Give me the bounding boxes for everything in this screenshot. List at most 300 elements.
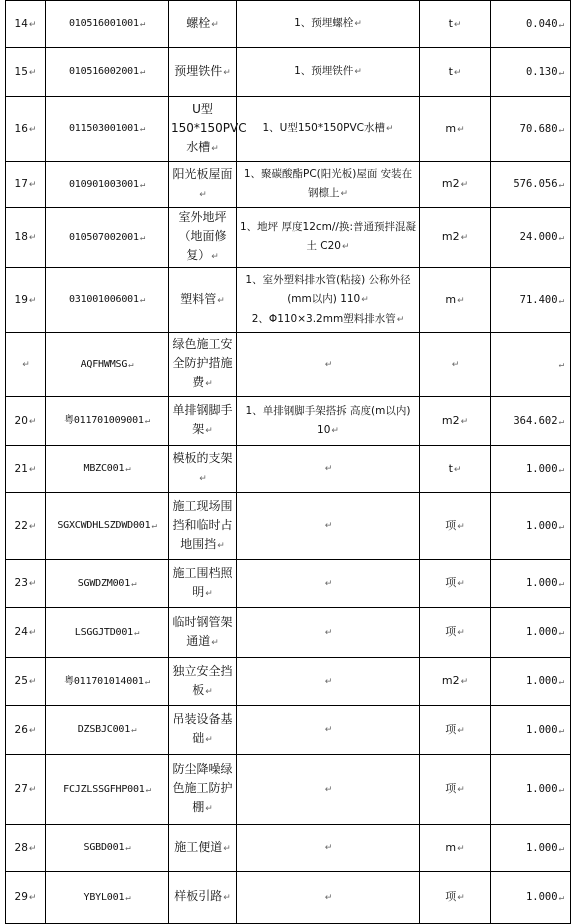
item-description: [237, 560, 420, 608]
unit-text: m: [445, 292, 457, 306]
item-code: [46, 560, 169, 608]
paragraph-mark-icon: ↵: [28, 628, 37, 638]
table-row: [6, 97, 571, 162]
quantity-text: 71.400: [519, 293, 558, 306]
paragraph-mark-icon: ↵: [457, 295, 465, 306]
paragraph-mark-icon: ↵: [205, 426, 213, 436]
row-number-text: 26: [14, 723, 28, 736]
paragraph-mark-icon: ↵: [558, 628, 564, 638]
paragraph-mark-icon: ↵: [453, 67, 462, 78]
description-text: 1、聚碳酸酯PC(阳光板)屋面 安装在钢檩上: [243, 168, 413, 199]
item-code-text: 粤011701014001: [64, 675, 144, 687]
item-code-text: YBYL001: [83, 891, 125, 903]
paragraph-mark-icon: ↵: [341, 242, 350, 252]
item-code-text: FCJZLSSGFHP001: [63, 783, 145, 795]
item-name-text: 螺栓: [186, 15, 211, 30]
row-number-text: 21: [14, 462, 28, 475]
description-text: 1、单排钢脚手架搭拆 高度(m以内) 10: [245, 404, 411, 436]
quantity-text: 1.000: [525, 891, 558, 903]
row-number-text: 24: [14, 626, 28, 638]
quantity: [491, 446, 571, 493]
row-number-text: 19: [14, 293, 28, 306]
item-code: [46, 658, 169, 706]
table-row: [6, 397, 571, 446]
paragraph-mark-icon: ↵: [457, 893, 465, 903]
row-number-text: 23: [14, 577, 28, 589]
unit-text: m: [445, 840, 457, 854]
unit-text: 项: [445, 576, 457, 589]
paragraph-mark-icon: ↵: [558, 67, 564, 78]
paragraph-mark-icon: ↵: [324, 892, 333, 903]
paragraph-mark-icon: ↵: [460, 233, 469, 243]
paragraph-mark-icon: ↵: [324, 843, 333, 853]
item-code-text: 010516002001: [68, 66, 139, 77]
paragraph-mark-icon: ↵: [453, 464, 462, 475]
paragraph-mark-icon: ↵: [451, 360, 460, 370]
unit: [420, 706, 491, 755]
row-number: [6, 1, 46, 48]
unit-text: m2: [441, 177, 460, 190]
paragraph-mark-icon: ↵: [460, 180, 469, 190]
quantity: [491, 97, 571, 162]
item-name-text: U型150*150PVC水槽: [171, 101, 247, 154]
description-text: 1、室外塑料排水管(粘接) 公称外径(mm以内) 110: [245, 273, 411, 305]
paragraph-mark-icon: ↵: [223, 67, 231, 78]
paragraph-mark-icon: ↵: [558, 360, 564, 370]
paragraph-mark-icon: ↵: [199, 189, 207, 200]
row-number-text: 18: [14, 231, 28, 243]
description-line: [239, 459, 417, 479]
item-description: [237, 493, 420, 560]
item-code: [46, 1, 169, 48]
item-name-text: 施工现场围挡和临时占地围挡: [172, 498, 233, 551]
description-text: 1、预埋铁件: [294, 65, 354, 77]
paragraph-mark-icon: ↵: [361, 294, 369, 305]
row-number-text: 22: [14, 519, 28, 532]
paragraph-mark-icon: ↵: [457, 124, 465, 135]
paragraph-mark-icon: ↵: [223, 843, 231, 854]
quantity-text: 1.000: [525, 675, 558, 687]
item-code-text: 粤011701009001: [64, 415, 144, 426]
paragraph-mark-icon: ↵: [28, 233, 37, 243]
item-code: [46, 446, 169, 493]
description-text: 1、预埋螺栓: [294, 17, 354, 29]
item-name: [169, 162, 237, 208]
table-row: [6, 493, 571, 560]
table-row: [6, 268, 571, 333]
paragraph-mark-icon: ↵: [558, 233, 564, 243]
quantity-text: 576.056: [513, 178, 558, 190]
item-code-text: SGBD001: [83, 842, 125, 853]
paragraph-mark-icon: ↵: [558, 579, 564, 589]
quantity: [491, 560, 571, 608]
item-name: [169, 208, 237, 268]
item-code-text: DZSBJC001: [77, 724, 131, 735]
item-code-text: 010516001001: [68, 18, 139, 29]
item-name: [169, 97, 247, 162]
quantity-text: 24.000: [519, 231, 558, 243]
paragraph-mark-icon: ↵: [205, 735, 213, 745]
paragraph-mark-icon: ↵: [139, 179, 146, 190]
item-description: [237, 446, 420, 493]
unit: [420, 825, 491, 872]
item-code: [46, 333, 169, 397]
table-row: [6, 560, 571, 608]
description-line: [239, 888, 417, 908]
table-row: [6, 706, 571, 755]
unit-text: 项: [445, 782, 457, 795]
row-number: [6, 608, 46, 658]
description-text: 1、地坪 厚度12cm//换:普通预拌混凝土 C20: [240, 221, 416, 252]
row-number: [6, 493, 46, 560]
paragraph-mark-icon: ↵: [457, 785, 465, 795]
paragraph-mark-icon: ↵: [324, 464, 333, 474]
quantity: [491, 268, 571, 333]
item-code: [46, 825, 169, 872]
item-name-text: 模板的支架: [172, 451, 233, 465]
unit: [420, 755, 491, 825]
paragraph-mark-icon: ↵: [28, 677, 37, 687]
quantity-text: 364.602: [513, 414, 558, 427]
item-name-text: 防尘降噪绿色施工防护棚: [172, 762, 233, 814]
quantity-text: 1.000: [525, 723, 558, 736]
item-code: [46, 493, 169, 560]
unit-text: 项: [445, 722, 457, 736]
paragraph-mark-icon: ↵: [128, 359, 134, 370]
quantity-text: 1.000: [525, 577, 558, 589]
description-line: [239, 672, 417, 692]
row-number-text: 28: [14, 841, 28, 854]
paragraph-mark-icon: ↵: [340, 189, 349, 199]
row-number: [6, 48, 46, 97]
table-row: [6, 872, 571, 924]
paragraph-mark-icon: ↵: [217, 540, 225, 551]
description-line: [239, 271, 417, 310]
item-name: [169, 608, 237, 658]
item-code-text: SGWDZM001: [77, 577, 131, 589]
item-name-text: 施工围档照明: [172, 565, 233, 599]
row-number: [6, 268, 46, 333]
description-line: [239, 62, 417, 82]
paragraph-mark-icon: ↵: [324, 359, 333, 370]
description-line: [239, 14, 417, 34]
paragraph-mark-icon: ↵: [217, 295, 225, 306]
paragraph-mark-icon: ↵: [28, 579, 37, 589]
paragraph-mark-icon: ↵: [131, 725, 137, 735]
unit-text: t: [448, 16, 453, 30]
paragraph-mark-icon: ↵: [331, 425, 339, 436]
item-name: [169, 755, 237, 825]
item-name-text: 独立安全挡板: [172, 663, 233, 697]
paragraph-mark-icon: ↵: [22, 360, 30, 370]
paragraph-mark-icon: ↵: [144, 676, 150, 687]
item-code: [46, 208, 169, 268]
item-code-text: MBZC001: [83, 463, 125, 474]
table-row: [6, 755, 571, 825]
paragraph-mark-icon: ↵: [144, 416, 150, 426]
item-name-text: 阳光板屋面: [172, 166, 233, 181]
paragraph-mark-icon: ↵: [354, 67, 362, 77]
item-name: [169, 560, 237, 608]
paragraph-mark-icon: ↵: [558, 295, 564, 306]
table-row: [6, 333, 571, 397]
item-description: [237, 872, 420, 924]
unit: [420, 97, 491, 162]
description-text: 2、Φ110×3.2mm塑料排水管: [251, 312, 396, 325]
paragraph-mark-icon: ↵: [460, 416, 469, 427]
unit: [420, 446, 491, 493]
item-name-text: 室外地坪（地面修复）: [178, 210, 227, 262]
paragraph-mark-icon: ↵: [211, 19, 219, 30]
quantity-text: 1.000: [525, 783, 558, 795]
row-number: [6, 333, 46, 397]
unit-text: t: [448, 461, 453, 475]
quantity: [491, 658, 571, 706]
table-body: [6, 1, 571, 924]
item-code: [46, 608, 169, 658]
item-name: [169, 48, 237, 97]
description-line: [239, 119, 417, 139]
row-number-text: 20: [14, 414, 28, 427]
row-number-text: 17: [14, 178, 28, 190]
row-number: [6, 560, 46, 608]
description-line: [239, 402, 417, 441]
item-name: [169, 446, 237, 493]
unit: [420, 208, 491, 268]
row-number-text: 29: [14, 891, 28, 903]
description-line: [239, 310, 417, 330]
table-row: [6, 1, 571, 48]
description-line: [239, 516, 417, 536]
item-code-text: 010901003001: [68, 178, 139, 190]
quantity: [491, 397, 571, 446]
unit: [420, 333, 491, 397]
description-line: [239, 355, 417, 375]
row-number: [6, 706, 46, 755]
paragraph-mark-icon: ↵: [211, 637, 219, 648]
paragraph-mark-icon: ↵: [205, 804, 213, 814]
row-number-text: 16: [14, 122, 28, 135]
row-number: [6, 755, 46, 825]
quantity: [491, 608, 571, 658]
item-description: [237, 706, 420, 755]
item-name-text: 预埋铁件: [174, 63, 223, 78]
paragraph-mark-icon: ↵: [558, 893, 564, 903]
paragraph-mark-icon: ↵: [223, 893, 231, 903]
item-name-text: 临时钢管架通道: [172, 614, 233, 648]
paragraph-mark-icon: ↵: [139, 232, 146, 243]
paragraph-mark-icon: ↵: [558, 521, 564, 532]
quantity-text: 1.000: [525, 841, 558, 854]
paragraph-mark-icon: ↵: [139, 295, 146, 305]
paragraph-mark-icon: ↵: [139, 124, 146, 134]
table-row: [6, 446, 571, 493]
paragraph-mark-icon: ↵: [199, 474, 207, 484]
table-row: [6, 162, 571, 208]
unit: [420, 397, 491, 446]
item-name: [169, 1, 237, 48]
paragraph-mark-icon: ↵: [28, 843, 37, 854]
row-number-text: 25: [14, 675, 28, 687]
item-name: [169, 658, 237, 706]
description-line: [239, 838, 417, 858]
unit-text: m2: [441, 413, 460, 427]
row-number: [6, 446, 46, 493]
paragraph-mark-icon: ↵: [558, 785, 564, 795]
item-name-text: 塑料管: [180, 291, 217, 306]
unit: [420, 162, 491, 208]
item-name: [169, 825, 237, 872]
quantity: [491, 162, 571, 208]
item-description: [237, 48, 420, 97]
paragraph-mark-icon: ↵: [558, 124, 564, 135]
quantity-text: 70.680: [519, 122, 558, 135]
paragraph-mark-icon: ↵: [205, 379, 213, 389]
table-row: [6, 608, 571, 658]
item-code-text: 011503001001: [68, 123, 139, 134]
item-description: [237, 333, 420, 397]
paragraph-mark-icon: ↵: [28, 464, 37, 475]
row-number: [6, 658, 46, 706]
description-line: [239, 218, 417, 257]
paragraph-mark-icon: ↵: [324, 627, 333, 638]
item-name-text: 绿色施工安全防护措施费: [172, 337, 233, 389]
paragraph-mark-icon: ↵: [28, 295, 37, 306]
paragraph-mark-icon: ↵: [131, 578, 137, 589]
quantity: [491, 755, 571, 825]
quantity: [491, 706, 571, 755]
quantity: [491, 872, 571, 924]
description-line: [239, 165, 417, 204]
quantity-text: 1.000: [525, 462, 558, 475]
paragraph-mark-icon: ↵: [145, 784, 151, 795]
paragraph-mark-icon: ↵: [28, 893, 37, 903]
description-line: [239, 780, 417, 800]
quantity: [491, 1, 571, 48]
item-description: [237, 658, 420, 706]
unit-text: m2: [441, 230, 460, 243]
item-code: [46, 97, 169, 162]
paragraph-mark-icon: ↵: [558, 843, 564, 854]
paragraph-mark-icon: ↵: [139, 67, 146, 77]
paragraph-mark-icon: ↵: [324, 676, 333, 687]
unit: [420, 658, 491, 706]
item-description: [237, 162, 420, 208]
item-description: [237, 208, 420, 268]
item-description: [237, 97, 420, 162]
item-name: [169, 268, 237, 333]
unit-text: 项: [445, 890, 457, 903]
paragraph-mark-icon: ↵: [211, 143, 219, 154]
paragraph-mark-icon: ↵: [558, 464, 564, 475]
row-number: [6, 872, 46, 924]
paragraph-mark-icon: ↵: [457, 579, 465, 589]
table-row: [6, 208, 571, 268]
item-code-text: 010507002001: [68, 231, 139, 243]
row-number: [6, 162, 46, 208]
paragraph-mark-icon: ↵: [558, 19, 564, 30]
paragraph-mark-icon: ↵: [205, 588, 213, 599]
item-description: [237, 1, 420, 48]
quantity-text: 1.000: [525, 626, 558, 638]
item-code: [46, 706, 169, 755]
unit-text: 项: [445, 625, 457, 638]
item-code: [46, 268, 169, 333]
quantity: [491, 493, 571, 560]
description-line: [239, 720, 417, 740]
unit-text: m2: [441, 674, 460, 687]
paragraph-mark-icon: ↵: [125, 892, 131, 903]
paragraph-mark-icon: ↵: [28, 521, 37, 532]
item-code-text: SGXCWDHLSZDWD001: [57, 520, 151, 531]
item-code-text: LSGGJTD001: [74, 626, 133, 638]
row-number: [6, 825, 46, 872]
paragraph-mark-icon: ↵: [28, 67, 37, 78]
row-number-text: 15: [14, 65, 28, 78]
paragraph-mark-icon: ↵: [453, 19, 462, 30]
unit: [420, 608, 491, 658]
paragraph-mark-icon: ↵: [558, 180, 564, 190]
row-number: [6, 397, 46, 446]
quantity: [491, 333, 571, 397]
paragraph-mark-icon: ↵: [134, 627, 140, 638]
paragraph-mark-icon: ↵: [558, 725, 564, 736]
item-name: [169, 706, 237, 755]
paragraph-mark-icon: ↵: [28, 785, 37, 795]
quantity-text: 1.000: [525, 519, 558, 532]
paragraph-mark-icon: ↵: [460, 677, 469, 687]
item-description: [237, 268, 420, 333]
unit: [420, 493, 491, 560]
item-name: [169, 397, 237, 446]
row-number-text: 27: [14, 783, 28, 795]
paragraph-mark-icon: ↵: [28, 180, 37, 190]
paragraph-mark-icon: ↵: [457, 521, 465, 532]
item-description: [237, 608, 420, 658]
unit: [420, 1, 491, 48]
item-description: [237, 755, 420, 825]
paragraph-mark-icon: ↵: [28, 124, 37, 135]
unit-text: m: [445, 121, 457, 135]
paragraph-mark-icon: ↵: [324, 784, 333, 795]
paragraph-mark-icon: ↵: [324, 725, 333, 735]
paragraph-mark-icon: ↵: [457, 628, 465, 638]
paragraph-mark-icon: ↵: [386, 124, 394, 134]
paragraph-mark-icon: ↵: [205, 686, 213, 697]
item-code: [46, 162, 169, 208]
quantity-text: 0.130: [525, 65, 558, 78]
item-code: [46, 397, 169, 446]
paragraph-mark-icon: ↵: [324, 578, 333, 589]
paragraph-mark-icon: ↵: [558, 416, 564, 427]
item-code-text: AQFHWMSG: [80, 358, 128, 370]
paragraph-mark-icon: ↵: [324, 521, 333, 531]
quantity: [491, 208, 571, 268]
description-text: 1、U型150*150PVC水槽: [262, 122, 385, 134]
item-code: [46, 48, 169, 97]
row-number: [6, 97, 46, 162]
item-description: [237, 397, 420, 446]
paragraph-mark-icon: ↵: [139, 19, 146, 29]
row-number-text: 14: [14, 17, 28, 30]
item-code: [46, 755, 169, 825]
paragraph-mark-icon: ↵: [151, 521, 157, 531]
item-name-text: 吊装设备基础: [172, 712, 233, 745]
paragraph-mark-icon: ↵: [28, 416, 37, 427]
description-line: [239, 574, 417, 594]
paragraph-mark-icon: ↵: [558, 677, 564, 687]
item-name: [169, 872, 237, 924]
